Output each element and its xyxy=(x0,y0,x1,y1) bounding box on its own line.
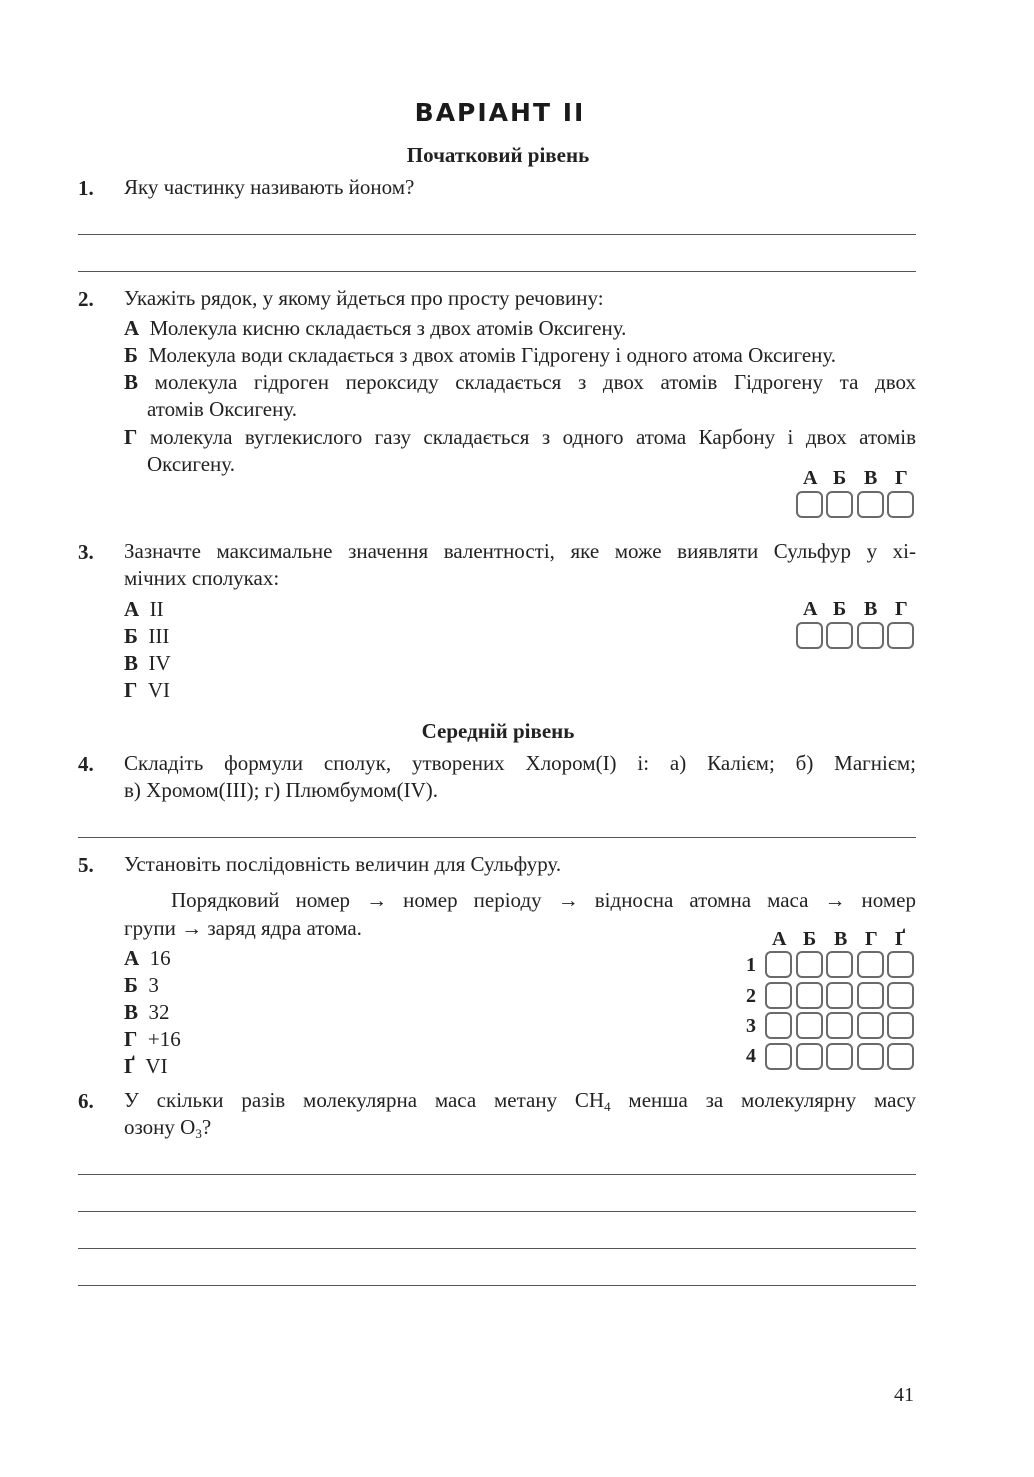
question-text-continued: мічних сполуках: xyxy=(124,566,280,590)
sequence-box[interactable] xyxy=(857,951,884,978)
option-letter: Г xyxy=(124,425,138,449)
answer-box[interactable] xyxy=(857,491,884,518)
answer-line[interactable] xyxy=(78,234,916,235)
answer-line[interactable] xyxy=(78,1285,916,1286)
option-d xyxy=(124,1026,181,1053)
grid-letter: Г xyxy=(895,598,908,620)
answer-box[interactable] xyxy=(796,622,823,649)
sequence-box[interactable] xyxy=(857,1012,884,1039)
option-c xyxy=(124,650,171,677)
sequence-text: Порядковий номер → номер періоду → відносна атомна маса → номер xyxy=(171,888,916,912)
option-text: 32 xyxy=(148,1000,170,1024)
grid-row-label: 3 xyxy=(746,1015,756,1037)
page-number: 41 xyxy=(894,1384,914,1406)
answer-box[interactable] xyxy=(887,622,914,649)
grid-letter: Г xyxy=(865,928,878,950)
answer-line[interactable] xyxy=(78,1174,916,1175)
sequence-box[interactable] xyxy=(887,951,914,978)
option-e xyxy=(124,1053,168,1080)
grid-letter: Ґ xyxy=(895,928,906,950)
option-text-continued: Оксигену. xyxy=(147,452,235,476)
option-text: 16 xyxy=(149,946,171,970)
grid-letter: Б xyxy=(803,928,817,950)
option-b xyxy=(124,623,169,650)
option-text: II xyxy=(149,597,164,621)
question-text-part: ? xyxy=(201,1115,212,1139)
grid-row-label: 1 xyxy=(746,954,756,976)
answer-box[interactable] xyxy=(796,491,823,518)
level-heading-initial: Початковий рівень xyxy=(406,143,590,167)
grid-letter: Б xyxy=(833,598,847,620)
grid-letter: В xyxy=(864,467,878,489)
option-text: Молекула води складається з двох атомів Гідрогену і одного атома Оксигену. xyxy=(148,343,837,367)
subscript: 3 xyxy=(195,1126,202,1141)
question-text: Зазначте максимальне значення валентності, яке може виявляти Сульфур у хі- xyxy=(124,539,916,563)
sequence-box[interactable] xyxy=(765,951,792,978)
grid-row-label: 4 xyxy=(746,1045,756,1067)
answer-box[interactable] xyxy=(887,491,914,518)
sequence-box[interactable] xyxy=(826,1012,853,1039)
option-a xyxy=(124,596,164,623)
answer-box[interactable] xyxy=(826,622,853,649)
question-text xyxy=(124,1087,916,1114)
sequence-box[interactable] xyxy=(887,1012,914,1039)
option-letter: Б xyxy=(124,624,138,648)
question-text: Яку частинку називають йоном? xyxy=(124,175,415,199)
question-text: Складіть формули сполук, утворених Хлором(I) і: а) Калієм; б) Магнієм; xyxy=(124,751,916,775)
grid-letter: Б xyxy=(833,467,847,489)
option-text: VI xyxy=(147,678,171,702)
question-number: 1. xyxy=(78,176,94,200)
level-heading-middle: Середній рівень xyxy=(421,719,575,743)
sequence-box[interactable] xyxy=(765,982,792,1009)
question-text-continued: в) Хромом(III); г) Плюмбумом(IV). xyxy=(124,778,439,802)
option-d xyxy=(124,677,170,704)
question-text: Укажіть рядок, у якому йдеться про просту речовину: xyxy=(124,286,604,310)
sequence-box[interactable] xyxy=(796,982,823,1009)
option-text: III xyxy=(148,624,170,648)
sequence-box[interactable] xyxy=(826,982,853,1009)
sequence-box[interactable] xyxy=(796,1012,823,1039)
option-text-continued: атомів Оксигену. xyxy=(147,397,298,421)
option-a xyxy=(124,315,626,342)
sequence-box[interactable] xyxy=(857,982,884,1009)
page-title: ВАРІАНТ II xyxy=(414,98,586,127)
option-letter: Г xyxy=(124,1027,138,1051)
option-text: 3 xyxy=(148,973,159,997)
answer-line[interactable] xyxy=(78,837,916,838)
sequence-box[interactable] xyxy=(826,951,853,978)
option-d xyxy=(124,424,916,451)
grid-letter: А xyxy=(803,598,818,620)
option-letter: Б xyxy=(124,973,138,997)
option-text: +16 xyxy=(147,1027,181,1051)
answer-line[interactable] xyxy=(78,1248,916,1249)
option-b xyxy=(124,972,159,999)
option-c xyxy=(124,369,916,396)
option-text: IV xyxy=(148,651,171,675)
question-number: 6. xyxy=(78,1089,94,1113)
question-number: 3. xyxy=(78,540,94,564)
answer-line[interactable] xyxy=(78,1211,916,1212)
option-letter: А xyxy=(124,316,140,340)
question-text-part: менша за молекулярну масу xyxy=(610,1088,916,1112)
option-text: молекула вуглекислого газу складається з одного атома Карбону і двох атомів xyxy=(149,425,917,449)
grid-row-label: 2 xyxy=(746,985,756,1007)
option-letter: Г xyxy=(124,678,138,702)
option-text: Молекула кисню складається з двох атомів Оксигену. xyxy=(149,316,627,340)
option-letter: А xyxy=(124,946,140,970)
sequence-box[interactable] xyxy=(887,1043,914,1070)
sequence-box[interactable] xyxy=(796,1043,823,1070)
sequence-box[interactable] xyxy=(765,1043,792,1070)
grid-letter: А xyxy=(772,928,787,950)
sequence-box[interactable] xyxy=(857,1043,884,1070)
grid-letter: Г xyxy=(895,467,908,489)
option-letter: В xyxy=(124,370,139,394)
option-letter: В xyxy=(124,651,139,675)
question-number: 2. xyxy=(78,287,94,311)
option-c xyxy=(124,999,170,1026)
option-letter: А xyxy=(124,597,140,621)
subscript: 4 xyxy=(604,1099,611,1114)
option-letter: В xyxy=(124,1000,139,1024)
option-text: молекула гідроген пероксиду складається з двох атомів Гідрогену та двох xyxy=(154,370,916,394)
answer-line[interactable] xyxy=(78,271,916,272)
option-a xyxy=(124,945,171,972)
question-number: 5. xyxy=(78,853,94,877)
answer-box[interactable] xyxy=(857,622,884,649)
answer-box[interactable] xyxy=(826,491,853,518)
option-letter: Ґ xyxy=(124,1054,135,1078)
sequence-text-continued: групи → заряд ядра атома. xyxy=(124,916,362,940)
sequence-box[interactable] xyxy=(887,982,914,1009)
grid-letter: В xyxy=(834,928,848,950)
option-b xyxy=(124,342,836,369)
question-text-part: У скільки разів молекулярна маса метану CH xyxy=(124,1088,605,1112)
grid-letter: В xyxy=(864,598,878,620)
question-text-continued xyxy=(124,1114,211,1141)
option-text: VI xyxy=(145,1054,168,1078)
question-text: Установіть послідовність величин для Сульфуру. xyxy=(124,852,562,876)
sequence-box[interactable] xyxy=(796,951,823,978)
question-text-part: озону O xyxy=(124,1115,196,1139)
option-letter: Б xyxy=(124,343,138,367)
grid-letter: А xyxy=(803,467,818,489)
sequence-box[interactable] xyxy=(765,1012,792,1039)
sequence-box[interactable] xyxy=(826,1043,853,1070)
question-number: 4. xyxy=(78,752,94,776)
